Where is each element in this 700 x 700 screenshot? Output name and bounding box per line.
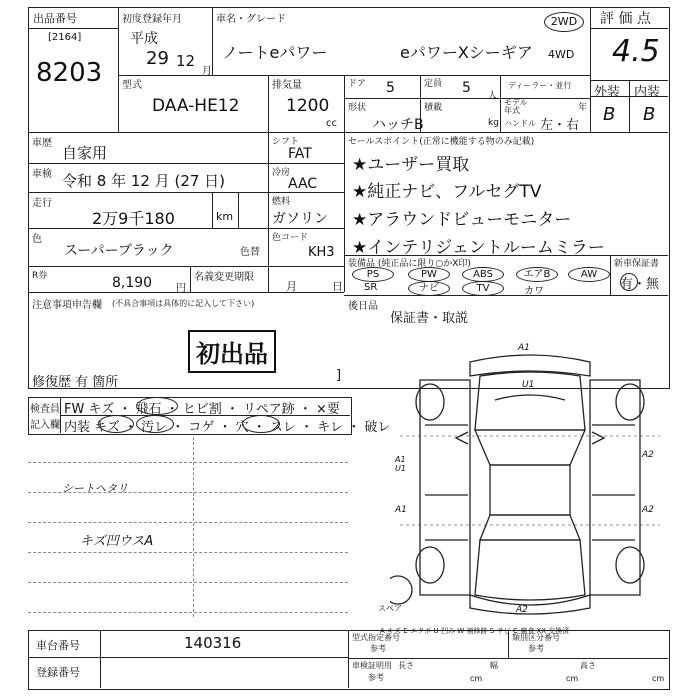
model-value: DAA-HE12 (152, 96, 240, 116)
recycle-value: 8,190 (112, 275, 153, 291)
reg-era: 平成 (130, 31, 158, 47)
circle-sure (242, 415, 280, 433)
equip-navi: ナビ (408, 281, 450, 296)
interior-grade: B (643, 104, 656, 125)
mark-rear-bumper: A2 (516, 605, 528, 615)
spare-label: スペア (378, 604, 402, 613)
reg-year: 29 (146, 48, 169, 69)
width-unit: cm (566, 674, 579, 683)
equip-sr: SR (364, 282, 378, 293)
drive-2wd: 2WD (544, 12, 584, 32)
type-label-1: 型式指定番号 (352, 633, 400, 642)
notes-label: 注意事項申告欄 (32, 300, 102, 311)
dealer-label: ディーラー・並行 (508, 81, 572, 90)
capacity-unit: 人 (488, 91, 498, 101)
selling-point-4: ★インテリジェントルームミラー (352, 238, 605, 258)
cert-label-2: 参考 (368, 673, 384, 682)
year-unit: 年 (578, 103, 588, 113)
drive-4wd: 4WD (548, 48, 575, 61)
post-items-label: 後日品 (348, 301, 378, 312)
capacity-label: 定員 (424, 79, 443, 89)
cc-unit: cc (326, 118, 337, 129)
inspector-note-2: キズ凹ウスA (80, 534, 154, 549)
recycle-unit: 円 (176, 283, 186, 294)
equipment-label: 装備品 (純正品に限り○かX印) (348, 259, 471, 269)
mileage-label: 走行 (32, 198, 52, 209)
lot-number: 8203 (36, 58, 103, 88)
selling-point-1: ★ユーザー買取 (352, 155, 470, 175)
circle-kizu (98, 415, 134, 433)
mileage-unit: km (216, 210, 234, 223)
model-year-label: モデル年式 (504, 98, 528, 115)
history-label: 車歴 (32, 138, 52, 149)
selling-point-2: ★純正ナビ、フルセグTV (352, 182, 542, 202)
color-label: 色 (32, 234, 42, 245)
handle-value: 左・右 (540, 118, 580, 133)
mark-hood: U1 (522, 380, 535, 390)
day-word: 日 (332, 280, 343, 293)
exterior-grade: B (603, 104, 616, 125)
door-value: 5 (386, 80, 395, 96)
mark-left-rear: A1 (395, 505, 407, 515)
inspector-label-1: 検査員 (30, 404, 60, 415)
cc-label: 排気量 (272, 80, 302, 91)
lot-number-label: 出品番号 (33, 12, 77, 25)
load-label: 積載 (424, 103, 443, 113)
color-code-label: 色コード (272, 233, 309, 243)
month-unit: 月 (202, 66, 212, 77)
equip-aw: AW (568, 267, 610, 282)
sheet-frame (28, 7, 670, 389)
width-label: 幅 (490, 661, 498, 670)
ac-label: 冷房 (272, 168, 291, 178)
chassis-label: 車台番号 (36, 639, 80, 652)
cert-label-1: 車検証明用 (352, 661, 392, 670)
chassis-number: 140316 (184, 634, 242, 652)
equip-pw: PW (408, 267, 450, 282)
equip-abs: ABS (462, 267, 504, 282)
shape-label: 形状 (348, 103, 367, 113)
bracket-mark: ] (336, 368, 342, 383)
tax-label: 名義変更期限 (194, 272, 254, 283)
load-unit: kg (488, 118, 499, 128)
circle-yogore (136, 415, 174, 433)
equip-ps: PS (352, 267, 394, 282)
height-unit: cm (652, 674, 665, 683)
circle-tobiishi (136, 397, 178, 415)
equip-tv: TV (462, 281, 504, 296)
new-car-warranty-label: 新車保証書 (614, 259, 660, 269)
inspector-row-1: FW キズ ・ 飛石 ・ ヒビ割 ・ リペア跡 ・ ×要 (64, 402, 340, 417)
ac-value: AAC (288, 176, 318, 192)
door-label: ドア (348, 79, 366, 89)
mark-front-bumper: A1 (518, 343, 530, 353)
selling-points-label: セールスポイント(正常に機能する物のみ記載) (348, 137, 535, 147)
inspector-row-2: 内装 キズ ・ 汚レ ・ コゲ ・ 穴 ・ スレ ・ キレ ・ 破レ (64, 420, 391, 435)
model-label: 型式 (122, 80, 142, 91)
capacity-value: 5 (462, 80, 471, 96)
car-name-label: 車名・グレード (216, 14, 286, 25)
fuel-value: ガソリン (272, 211, 328, 227)
orig-color-label: 色替 (240, 247, 260, 258)
warranty-circle (620, 273, 638, 291)
first-listing-stamp: 初出品 (188, 330, 276, 373)
length-unit: cm (470, 674, 483, 683)
reg-month: 12 (176, 52, 196, 70)
car-name: ノートeパワー (222, 43, 328, 62)
selling-point-3: ★アラウンドビューモニター (352, 210, 572, 230)
exterior-label: 外装 (594, 85, 621, 100)
score-label: 評 価 点 (600, 11, 651, 27)
repair-history: 修復歴 有 箇所 (32, 375, 119, 390)
equip-airbag: エアB (516, 267, 558, 282)
class-label-1: 類別区分番号 (512, 633, 560, 642)
recycle-label: R券 (32, 271, 48, 281)
month-word: 月 (286, 280, 297, 293)
lot-code: [2164] (48, 32, 82, 43)
cc-value: 1200 (286, 96, 330, 116)
notes-sublabel: (不具合事項は具体的に記入して下さい) (112, 299, 255, 308)
inspector-label-2: 記入欄 (30, 420, 60, 431)
height-label: 高さ (580, 661, 596, 670)
interior-label: 内装 (634, 85, 661, 100)
handle-label: ハンドル (504, 119, 536, 128)
car-grade: eパワーXシーギア (400, 43, 533, 62)
shape-value: ハッチB (372, 117, 424, 133)
fuel-label: 燃料 (272, 197, 291, 207)
color-code-value: KH3 (308, 245, 335, 260)
inspection-value: 令和 8 年 12 月 (27 日) (62, 172, 226, 190)
reg-date-label: 初度登録年月 (122, 14, 182, 25)
inspector-note-1: シートヘタリ (62, 482, 128, 495)
shift-label: シフト (272, 137, 300, 147)
mark-right-front: A2 (642, 450, 654, 460)
mark-left-front: A1 U1 (395, 455, 406, 473)
length-label: 長さ (398, 661, 414, 670)
class-label-2: 参考 (528, 644, 544, 653)
mileage-value: 2万9千180 (92, 209, 175, 228)
shift-value: FAT (288, 146, 312, 162)
inspection-label: 車検 (32, 169, 52, 180)
color-value: スーパーブラック (64, 243, 174, 259)
post-items-value: 保証書・取説 (390, 311, 469, 326)
reg-number-label: 登録番号 (36, 666, 80, 679)
mark-right-rear: A2 (642, 505, 654, 515)
damage-legend: A-キズ E-エクボ U-凹み W-補修跡 S-サビ C-腐食 XX-交換済 (380, 627, 570, 635)
type-label-2: 参考 (370, 644, 386, 653)
new-car-warranty-value: 有・無 (620, 277, 660, 292)
history-value: 自家用 (62, 144, 108, 162)
equip-leather: カワ (524, 286, 544, 297)
score-value: 4.5 (612, 34, 660, 69)
